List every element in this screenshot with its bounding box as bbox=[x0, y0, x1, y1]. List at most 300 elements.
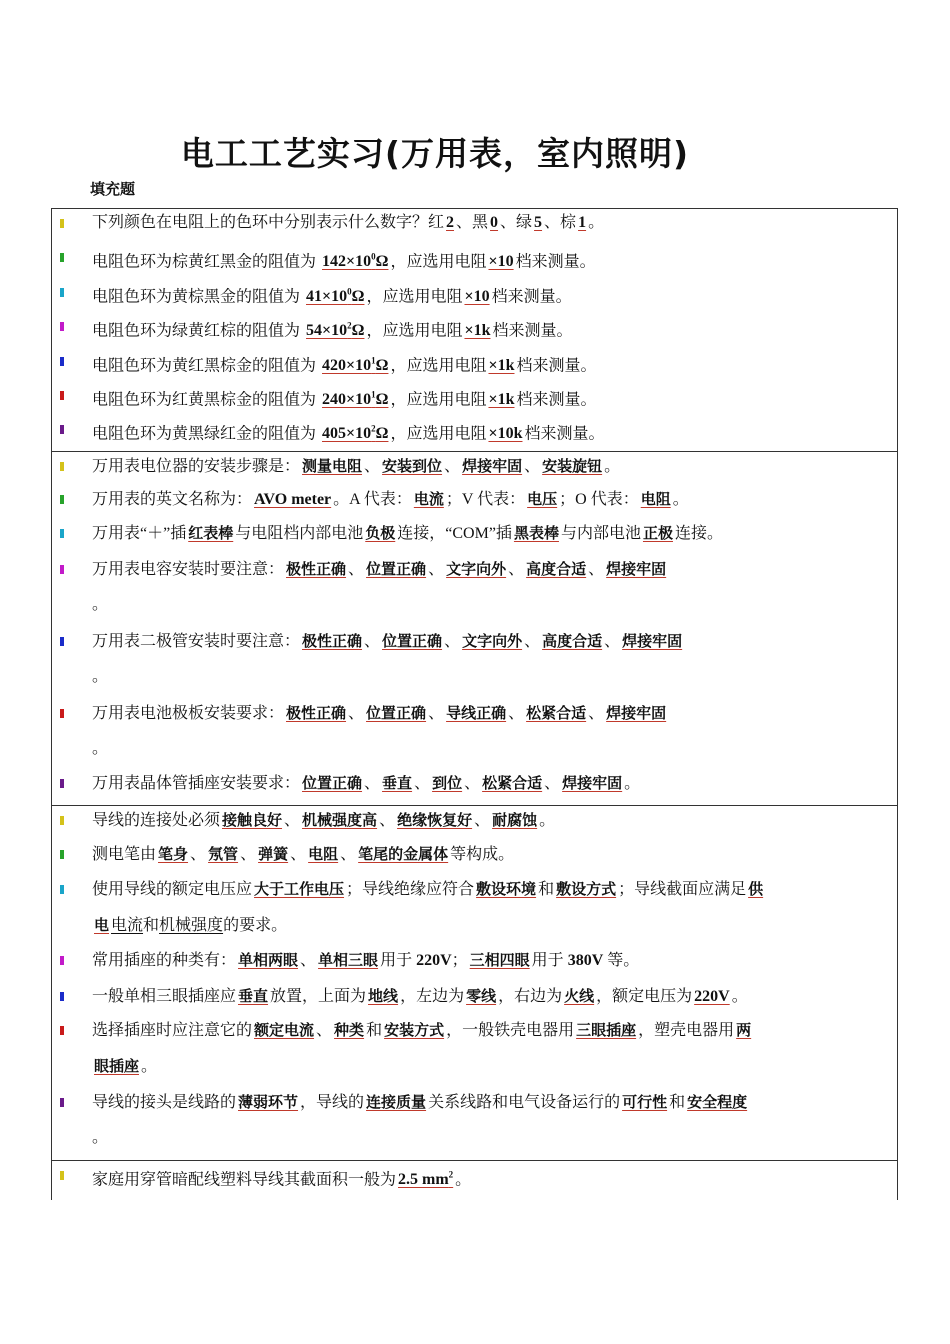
list-item bbox=[92, 808, 555, 833]
question-text: 。 bbox=[539, 812, 556, 829]
answer-blank bbox=[692, 988, 732, 1005]
list-item bbox=[92, 417, 605, 446]
answer-text: 绝缘恢复好 bbox=[397, 811, 473, 829]
answer-blank bbox=[524, 704, 588, 722]
question-text: 档来测量。 bbox=[515, 253, 596, 271]
answer-blank bbox=[462, 288, 491, 305]
answer-text: 安全程度 bbox=[687, 1093, 748, 1111]
question-text: 和 bbox=[143, 917, 160, 934]
section-multimeter bbox=[51, 451, 898, 806]
question-text: ，应选用电阻 bbox=[390, 425, 487, 443]
answer-blank bbox=[395, 811, 474, 829]
question-text: 用于 bbox=[380, 952, 417, 969]
answer-text: 2 bbox=[446, 214, 455, 231]
answer-text: 2.5 mm bbox=[398, 1171, 449, 1189]
list-item bbox=[92, 1018, 753, 1043]
list-item bbox=[92, 383, 597, 412]
answer-blank bbox=[464, 987, 498, 1005]
question-text: 、 bbox=[464, 775, 481, 792]
question-text: 常用插座的种类有： bbox=[92, 952, 237, 969]
answer-blank bbox=[236, 1093, 300, 1111]
answer-blank bbox=[620, 1093, 669, 1111]
question-text: 关系线路和电气设备运行的 bbox=[428, 1094, 621, 1111]
question-text: 、 bbox=[348, 561, 365, 578]
question-text: 连接，“COM”插 bbox=[397, 525, 512, 542]
answer-blank bbox=[641, 524, 675, 542]
list-bullet-icon bbox=[60, 425, 64, 434]
answer-text: 位置正确 bbox=[382, 632, 443, 650]
question-text: 。 bbox=[588, 214, 605, 231]
list-bullet-icon bbox=[60, 391, 64, 400]
answer-text: 机械强度高 bbox=[302, 811, 378, 829]
question-text: 档来测量。 bbox=[492, 322, 573, 340]
answer-blank bbox=[734, 1021, 753, 1039]
question-text: 、 bbox=[604, 633, 621, 650]
answer-text: 0 bbox=[490, 214, 499, 231]
question-text: ，右边为 bbox=[498, 988, 563, 1005]
answer-blank bbox=[468, 951, 532, 969]
question-text: 、黑 bbox=[456, 214, 489, 231]
page-title: 电工工艺实习(万用表，室内照明) bbox=[180, 134, 690, 173]
question-text: 、 bbox=[290, 846, 307, 863]
answer-text: 电 bbox=[94, 916, 110, 934]
question-text: ，一般铁壳电器用 bbox=[446, 1022, 575, 1039]
answer-blank bbox=[490, 811, 539, 829]
answer-text: 安装旋钮 bbox=[542, 457, 603, 475]
question-text: 电阻色环为绿黄红棕的阻值为 bbox=[92, 322, 305, 340]
answer-text: 文字向外 bbox=[446, 560, 507, 578]
question-text: 万用表电池极板安装要求： bbox=[92, 705, 285, 722]
answer-text: 薄弱环节 bbox=[238, 1093, 299, 1111]
question-text: 。 bbox=[141, 1058, 158, 1075]
list-item bbox=[92, 245, 596, 274]
question-text: ，额定电压为 bbox=[596, 988, 693, 1005]
answer-text: 负极 bbox=[365, 524, 396, 542]
answer-blank bbox=[252, 1021, 316, 1039]
answer-text: 5 bbox=[534, 214, 543, 231]
list-item bbox=[92, 557, 668, 582]
answer-blank bbox=[284, 560, 348, 578]
question-text: ，应选用电阻 bbox=[366, 288, 463, 306]
answer-blank bbox=[220, 811, 284, 829]
question-text: 放置，上面为 bbox=[270, 988, 367, 1005]
question-text: 、 bbox=[588, 705, 605, 722]
answer-blank bbox=[412, 490, 446, 508]
answer-blank bbox=[380, 457, 444, 475]
answer-text: 供 bbox=[748, 880, 764, 898]
answer-blank bbox=[186, 524, 235, 542]
question-text: ，左边为 bbox=[400, 988, 465, 1005]
answer-text: 地线 bbox=[368, 987, 399, 1005]
question-text: 档来测量。 bbox=[491, 288, 572, 306]
answer-text: 连接质量 bbox=[366, 1093, 427, 1111]
list-bullet-icon bbox=[60, 1098, 64, 1107]
question-text: 档来测量。 bbox=[516, 357, 597, 375]
answer-blank bbox=[320, 425, 390, 442]
answer-exponent: 0 bbox=[371, 252, 376, 262]
answer-text: 三相四眼 bbox=[469, 951, 530, 969]
question-text: ，塑壳电器用 bbox=[638, 1022, 735, 1039]
answer-text: 垂直 bbox=[238, 987, 269, 1005]
section-wiring bbox=[51, 805, 898, 1161]
answer-text: 氖管 bbox=[208, 845, 239, 863]
list-bullet-icon bbox=[60, 322, 64, 331]
list-bullet-icon bbox=[60, 709, 64, 718]
question-text: ；导线绝缘应符合 bbox=[346, 881, 475, 898]
list-item bbox=[92, 280, 572, 309]
answer-blank bbox=[430, 774, 464, 792]
list-bullet-icon bbox=[60, 637, 64, 646]
answer-blank bbox=[480, 774, 544, 792]
question-text: 万用表的英文名称为： bbox=[92, 491, 253, 508]
list-item-continuation bbox=[92, 913, 287, 938]
answer-text: 测量电阻 bbox=[302, 457, 363, 475]
answer-blank bbox=[620, 632, 684, 650]
list-bullet-icon bbox=[60, 565, 64, 574]
list-bullet-icon bbox=[60, 219, 64, 228]
question-text: 电阻色环为棕黄红黑金的阻值为 bbox=[92, 253, 321, 271]
list-bullet-icon bbox=[60, 1171, 64, 1180]
answer-blank bbox=[252, 880, 346, 898]
question-text: 。A 代表： bbox=[333, 491, 412, 508]
question-text: 一般单相三眼插座应 bbox=[92, 988, 237, 1005]
answer-blank bbox=[474, 880, 538, 898]
answer-blank bbox=[364, 560, 428, 578]
question-text: 万用表电位器的安装步骤是： bbox=[92, 458, 301, 475]
underlined-text: 机械强度 bbox=[159, 917, 224, 934]
question-text: 。 bbox=[92, 1129, 109, 1146]
answer-blank bbox=[444, 560, 508, 578]
answer-text: 位置正确 bbox=[302, 774, 363, 792]
answer-blank bbox=[562, 987, 596, 1005]
answer-blank bbox=[332, 1021, 366, 1039]
answer-blank bbox=[525, 490, 559, 508]
list-bullet-icon bbox=[60, 529, 64, 538]
list-item bbox=[92, 629, 684, 654]
question-text: 、 bbox=[316, 1022, 333, 1039]
list-bullet-icon bbox=[60, 462, 64, 471]
question-text: 档来测量。 bbox=[524, 425, 605, 443]
answer-text: 导线正确 bbox=[446, 704, 507, 722]
section-resistor-colors bbox=[51, 208, 898, 452]
answer-blank bbox=[364, 704, 428, 722]
question-text: 使用导线的额定电压应 bbox=[92, 881, 253, 898]
answer-blank bbox=[206, 845, 240, 863]
question-text: 万用表晶体管插座安装要求： bbox=[92, 775, 301, 792]
answer-unit: Ω bbox=[375, 425, 389, 443]
answer-text: 安装到位 bbox=[382, 457, 443, 475]
answer-text: 420×10 bbox=[322, 357, 372, 375]
answer-blank bbox=[486, 425, 524, 442]
question-text: 等。 bbox=[603, 952, 640, 969]
answer-blank bbox=[576, 214, 588, 231]
answer-blank bbox=[604, 560, 668, 578]
list-bullet-icon bbox=[60, 816, 64, 825]
answer-text: ×10 bbox=[464, 288, 490, 306]
list-item bbox=[92, 211, 604, 235]
answer-text: 火线 bbox=[564, 987, 595, 1005]
question-text: ，导线的 bbox=[300, 1094, 365, 1111]
answer-blank bbox=[236, 987, 270, 1005]
answer-text: 405×10 bbox=[322, 425, 372, 443]
answer-blank bbox=[486, 357, 516, 374]
answer-text: ×1k bbox=[488, 391, 515, 409]
answer-blank bbox=[512, 524, 561, 542]
answer-text: 安装方式 bbox=[384, 1021, 445, 1039]
question-text: 等构成。 bbox=[450, 846, 515, 863]
answer-blank bbox=[256, 845, 290, 863]
question-text: 与内部电池 bbox=[560, 525, 641, 542]
answer-unit: Ω bbox=[351, 288, 365, 306]
answer-text: 松紧合适 bbox=[526, 704, 587, 722]
question-text: 、 bbox=[524, 458, 541, 475]
answer-blank bbox=[460, 457, 524, 475]
question-text: 电阻色环为黄棕黑金的阻值为 bbox=[92, 288, 305, 306]
question-text: 、棕 bbox=[544, 214, 577, 231]
answer-blank bbox=[320, 391, 390, 408]
answer-text: 极性正确 bbox=[302, 632, 363, 650]
question-text: ，应选用电阻 bbox=[366, 322, 463, 340]
answer-unit: Ω bbox=[375, 253, 389, 271]
question-text: 。 bbox=[92, 596, 109, 613]
answer-unit: Ω bbox=[375, 357, 389, 375]
list-bullet-icon bbox=[60, 495, 64, 504]
answer-blank bbox=[486, 391, 516, 408]
question-text: 万用表“＋”插 bbox=[92, 525, 187, 542]
list-item bbox=[92, 521, 723, 546]
answer-text: 额定电流 bbox=[254, 1021, 315, 1039]
question-text: 电阻色环为黄黑绿红金的阻值为 bbox=[92, 425, 321, 443]
list-bullet-icon bbox=[60, 779, 64, 788]
answer-text: 焊接牢固 bbox=[562, 774, 623, 792]
answer-blank bbox=[444, 214, 456, 231]
answer-text: 到位 bbox=[432, 774, 463, 792]
answer-text: 电阻 bbox=[640, 490, 671, 508]
question-text: 。 bbox=[604, 458, 621, 475]
question-text: 万用表电容安装时要注意： bbox=[92, 561, 285, 578]
answer-text: ×1k bbox=[464, 322, 491, 340]
answer-blank bbox=[380, 774, 414, 792]
question-text: 、 bbox=[284, 812, 301, 829]
question-text: 、绿 bbox=[500, 214, 533, 231]
question-text: 、 bbox=[474, 812, 491, 829]
answer-text: 零线 bbox=[466, 987, 497, 1005]
answer-text: 极性正确 bbox=[286, 560, 347, 578]
question-text: ； bbox=[451, 952, 468, 969]
list-item-continuation bbox=[92, 593, 108, 617]
answer-blank bbox=[300, 774, 364, 792]
list-item bbox=[92, 1163, 471, 1192]
list-item bbox=[92, 948, 639, 973]
list-item bbox=[92, 314, 573, 343]
question-text: 用于 bbox=[531, 952, 568, 969]
answer-text: 种类 bbox=[334, 1021, 365, 1039]
answer-text: 高度合适 bbox=[526, 560, 587, 578]
answer-blank bbox=[524, 560, 588, 578]
answer-unit: Ω bbox=[351, 322, 365, 340]
list-bullet-icon bbox=[60, 288, 64, 297]
answer-text: 焊接牢固 bbox=[462, 457, 523, 475]
answer-exponent: 1 bbox=[371, 356, 376, 366]
answer-blank bbox=[92, 916, 111, 934]
list-bullet-icon bbox=[60, 357, 64, 366]
question-text: 万用表二极管安装时要注意： bbox=[92, 633, 301, 650]
answer-text: 高度合适 bbox=[542, 632, 603, 650]
question-text: 测电笔由 bbox=[92, 846, 157, 863]
question-text: 电阻色环为红黄黑棕金的阻值为 bbox=[92, 391, 321, 409]
question-text: 。 bbox=[92, 740, 109, 757]
question-text: 的要求。 bbox=[223, 917, 288, 934]
answer-text: 笔身 bbox=[158, 845, 189, 863]
answer-text: 焊接牢固 bbox=[622, 632, 683, 650]
answer-text: 电压 bbox=[527, 490, 558, 508]
answer-blank bbox=[639, 490, 673, 508]
answer-text: 接触良好 bbox=[222, 811, 283, 829]
question-text: 、 bbox=[428, 705, 445, 722]
question-text: 导线的接头是线路的 bbox=[92, 1094, 237, 1111]
question-text: 连接。 bbox=[674, 525, 723, 542]
answer-blank bbox=[460, 632, 524, 650]
section-household bbox=[51, 1160, 898, 1200]
answer-text: 41×10 bbox=[306, 288, 348, 306]
answer-blank bbox=[306, 845, 340, 863]
answer-blank bbox=[252, 491, 333, 508]
list-item-continuation bbox=[92, 665, 108, 689]
list-item bbox=[92, 842, 514, 867]
question-text: 、 bbox=[348, 705, 365, 722]
answer-blank bbox=[284, 704, 348, 722]
answer-text: 焊接牢固 bbox=[606, 704, 667, 722]
answer-text: 红表棒 bbox=[188, 524, 234, 542]
answer-text: 电流 bbox=[413, 490, 444, 508]
list-item bbox=[92, 487, 689, 512]
answer-text: 大于工作电压 bbox=[254, 880, 345, 898]
question-text: 、 bbox=[428, 561, 445, 578]
answer-blank bbox=[236, 951, 300, 969]
question-text: 。 bbox=[731, 988, 748, 1005]
question-text: 与电阻档内部电池 bbox=[235, 525, 364, 542]
underlined-text: 电流 bbox=[111, 917, 144, 934]
answer-blank bbox=[300, 811, 379, 829]
answer-text: 文字向外 bbox=[462, 632, 523, 650]
answer-text: 眼插座 bbox=[94, 1057, 140, 1075]
list-bullet-icon bbox=[60, 885, 64, 894]
answer-text: 220V bbox=[694, 988, 730, 1005]
answer-text: 松紧合适 bbox=[482, 774, 543, 792]
bold-value: 380V bbox=[567, 952, 604, 969]
list-item bbox=[92, 877, 765, 902]
answer-text: 敷设方式 bbox=[556, 880, 617, 898]
answer-blank bbox=[92, 1057, 141, 1075]
answer-text: ×1k bbox=[488, 357, 515, 375]
list-bullet-icon bbox=[60, 850, 64, 859]
list-item bbox=[92, 701, 668, 726]
question-text: ，应选用电阻 bbox=[390, 253, 487, 271]
answer-text: 1 bbox=[578, 214, 587, 231]
answer-blank bbox=[304, 288, 366, 305]
list-bullet-icon bbox=[60, 253, 64, 262]
answer-blank bbox=[363, 524, 397, 542]
list-item bbox=[92, 349, 597, 378]
question-text: 、 bbox=[364, 633, 381, 650]
question-text: 、 bbox=[508, 561, 525, 578]
question-text: 和 bbox=[366, 1022, 383, 1039]
answer-text: 正极 bbox=[642, 524, 673, 542]
answer-blank bbox=[462, 322, 492, 339]
list-item-continuation bbox=[92, 1054, 157, 1079]
answer-blank bbox=[574, 1021, 638, 1039]
question-text: 、 bbox=[508, 705, 525, 722]
answer-text: 位置正确 bbox=[366, 704, 427, 722]
answer-blank bbox=[604, 704, 668, 722]
question-text: 、 bbox=[340, 846, 357, 863]
question-text: 、 bbox=[240, 846, 257, 863]
answer-blank bbox=[540, 632, 604, 650]
answer-text: 电阻 bbox=[308, 845, 339, 863]
answer-blank bbox=[486, 253, 515, 270]
question-text: 电阻色环为黄红黑棕金的阻值为 bbox=[92, 357, 321, 375]
answer-text: 两 bbox=[736, 1021, 752, 1039]
question-text: 、 bbox=[588, 561, 605, 578]
list-item bbox=[92, 454, 620, 479]
answer-text: 三眼插座 bbox=[576, 1021, 637, 1039]
answer-text: 耐腐蚀 bbox=[492, 811, 538, 829]
list-bullet-icon bbox=[60, 1026, 64, 1035]
question-text: 、 bbox=[544, 775, 561, 792]
list-bullet-icon bbox=[60, 992, 64, 1001]
question-text: ；O 代表： bbox=[559, 491, 639, 508]
question-text: 、 bbox=[444, 458, 461, 475]
bold-value: 220V bbox=[416, 952, 452, 969]
answer-text: 单相两眼 bbox=[238, 951, 299, 969]
answer-blank bbox=[304, 322, 366, 339]
answer-text: 黑表棒 bbox=[513, 524, 559, 542]
answer-text: AVO meter bbox=[254, 491, 332, 508]
question-text: 和 bbox=[538, 881, 555, 898]
question-text: 、 bbox=[364, 458, 381, 475]
question-text: 、 bbox=[414, 775, 431, 792]
answer-exponent: 2 bbox=[448, 1170, 454, 1180]
answer-blank bbox=[532, 214, 544, 231]
answer-blank bbox=[746, 880, 765, 898]
answer-text: 240×10 bbox=[322, 391, 372, 409]
question-text: ，应选用电阻 bbox=[390, 357, 487, 375]
answer-blank bbox=[364, 1093, 428, 1111]
answer-text: 敷设环境 bbox=[476, 880, 537, 898]
answer-blank bbox=[560, 774, 624, 792]
answer-blank bbox=[356, 845, 450, 863]
list-item-continuation bbox=[92, 737, 108, 761]
answer-text: 可行性 bbox=[622, 1093, 668, 1111]
question-text: 和 bbox=[669, 1094, 686, 1111]
answer-blank bbox=[540, 457, 604, 475]
answer-text: 极性正确 bbox=[286, 704, 347, 722]
question-text: 、 bbox=[364, 775, 381, 792]
list-item bbox=[92, 771, 640, 796]
question-text: 。 bbox=[455, 1171, 472, 1189]
question-text: 。 bbox=[672, 491, 689, 508]
answer-blank bbox=[300, 632, 364, 650]
list-item bbox=[92, 1090, 749, 1115]
answer-text: 垂直 bbox=[382, 774, 413, 792]
question-text: ；V 代表： bbox=[445, 491, 526, 508]
answer-text: ×10k bbox=[488, 425, 523, 443]
list-item bbox=[92, 984, 748, 1009]
question-text: ，应选用电阻 bbox=[390, 391, 487, 409]
answer-blank bbox=[396, 1171, 455, 1188]
answer-blank bbox=[382, 1021, 446, 1039]
answer-blank bbox=[380, 632, 444, 650]
